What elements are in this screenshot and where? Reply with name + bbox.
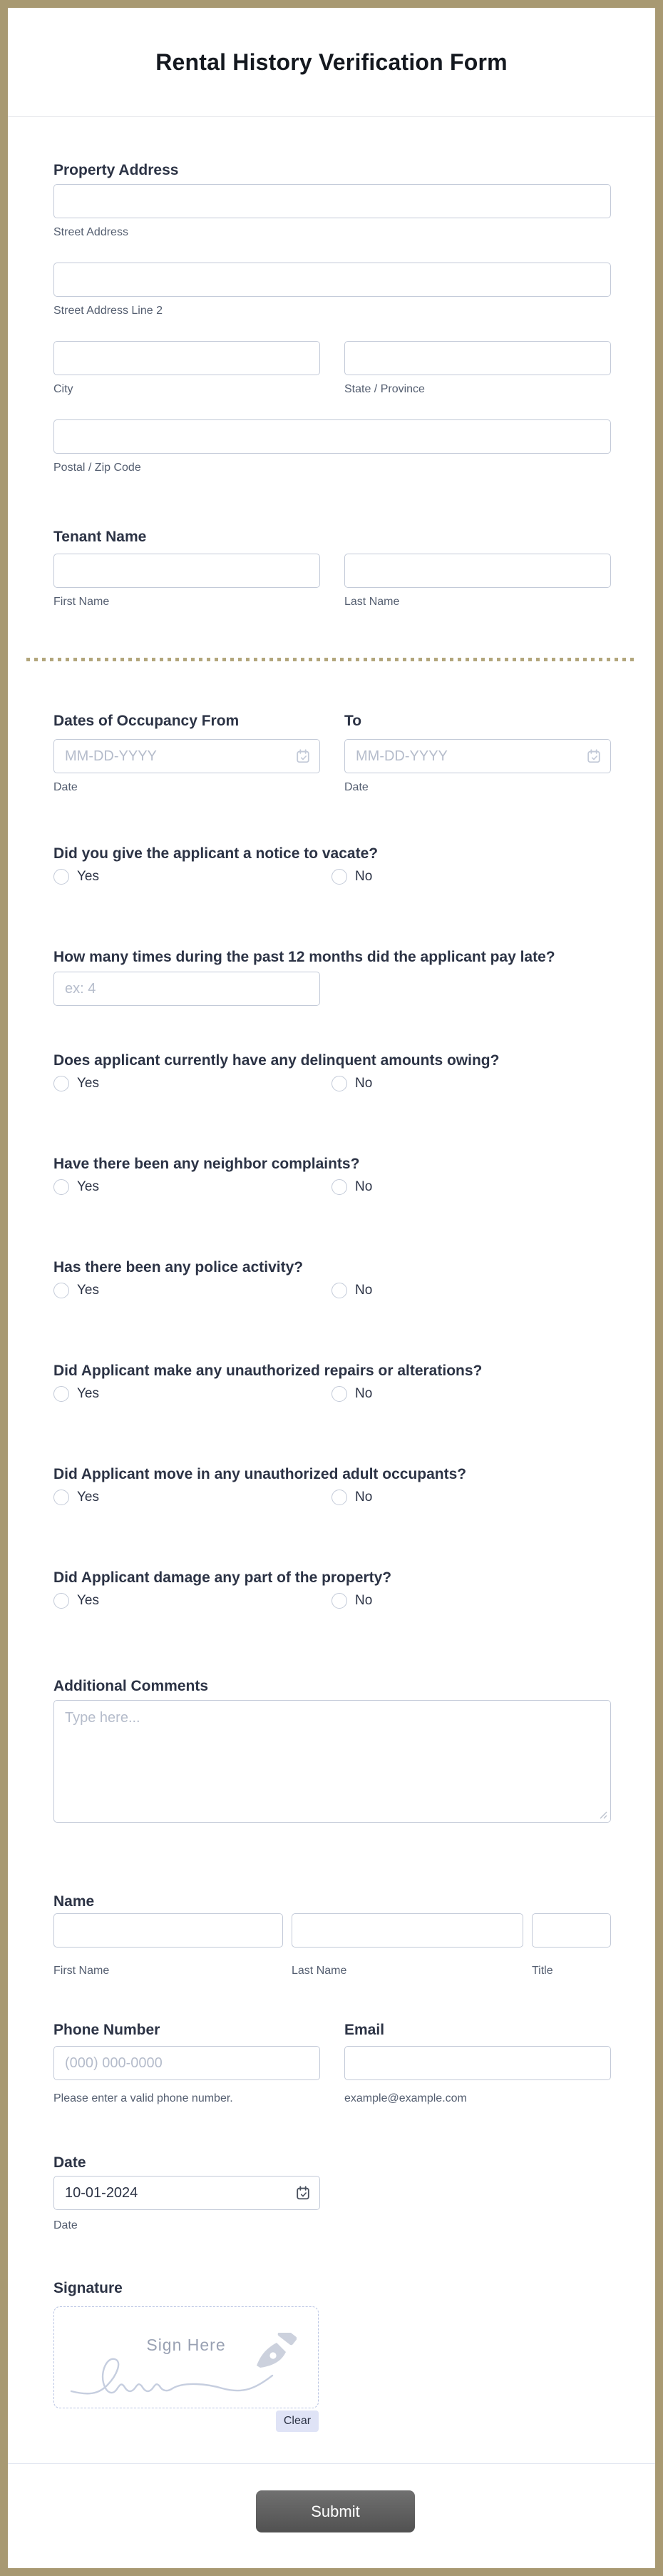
email-input[interactable]	[344, 2046, 611, 2080]
radio-no-label: No	[355, 1593, 373, 1608]
occupancy-from-label: Dates of Occupancy From	[53, 713, 240, 729]
question-pay-late: How many times during the past 12 months did the applicant pay late?	[53, 949, 555, 965]
contact-last-name-sublabel: Last Name	[292, 1965, 347, 1977]
occupancy-to-label: To	[344, 713, 362, 729]
radio-no[interactable]	[332, 1075, 372, 1092]
email-hint: example@example.com	[344, 2092, 467, 2104]
question-unauthorized-repairs: Did Applicant make any unauthorized repairs or alterations?	[53, 1363, 483, 1379]
contact-title-input[interactable]	[532, 1913, 611, 1948]
radio-no-label: No	[355, 1179, 373, 1194]
question-notice-to-vacate: Did you give the applicant a notice to vacate?	[53, 845, 379, 862]
tenant-first-name-sublabel: First Name	[53, 596, 110, 608]
radio-circle-icon[interactable]	[53, 1386, 69, 1402]
page-title: Rental History Verification Form	[155, 49, 508, 75]
signature-clear-button[interactable]: Clear	[276, 2410, 319, 2432]
radio-no-label: No	[355, 869, 373, 884]
street-address-line2-sublabel: Street Address Line 2	[53, 305, 163, 317]
radio-circle-icon[interactable]	[332, 1179, 347, 1195]
radio-no[interactable]	[332, 868, 372, 885]
question-delinquent-amounts: Does applicant currently have any delinquent amounts owing?	[53, 1052, 500, 1069]
contact-name-heading: Name	[53, 1893, 95, 1910]
occupancy-from-date-input[interactable]	[53, 739, 320, 773]
sign-date-sublabel: Date	[53, 2219, 78, 2231]
radio-yes[interactable]	[53, 1489, 99, 1506]
radio-yes-label: Yes	[77, 1179, 99, 1194]
signature-pad[interactable]	[53, 2306, 319, 2408]
property-address-heading: Property Address	[53, 162, 179, 178]
radio-circle-icon[interactable]	[332, 1386, 347, 1402]
submit-section-divider	[8, 2463, 655, 2464]
radio-no[interactable]	[332, 1178, 372, 1196]
question-neighbor-complaints: Have there been any neighbor complaints?	[53, 1156, 360, 1172]
radio-circle-icon[interactable]	[53, 869, 69, 885]
radio-yes-label: Yes	[77, 869, 99, 884]
tenant-last-name-sublabel: Last Name	[344, 596, 400, 608]
radio-yes-label: Yes	[77, 1490, 99, 1505]
occupancy-from-date-field	[53, 739, 320, 773]
radio-circle-icon[interactable]	[332, 1283, 347, 1298]
additional-comments-heading: Additional Comments	[53, 1678, 209, 1694]
radio-circle-icon[interactable]	[332, 1490, 347, 1505]
question-property-damage: Did Applicant damage any part of the property?	[53, 1569, 392, 1586]
radio-no-label: No	[355, 1490, 373, 1505]
radio-circle-icon[interactable]	[53, 1179, 69, 1195]
section-divider	[26, 658, 637, 661]
phone-heading: Phone Number	[53, 2022, 160, 2038]
radio-yes-label: Yes	[77, 1386, 99, 1401]
radio-yes-label: Yes	[77, 1283, 99, 1298]
phone-input[interactable]	[53, 2046, 320, 2080]
question-unauthorized-occupants: Did Applicant move in any unauthorized adult occupants?	[53, 1466, 467, 1482]
additional-comments-textarea[interactable]	[53, 1700, 611, 1823]
sign-date-heading: Date	[53, 2154, 86, 2171]
form-header	[8, 8, 655, 117]
radio-circle-icon[interactable]	[53, 1076, 69, 1091]
city-sublabel: City	[53, 383, 73, 395]
radio-no[interactable]	[332, 1489, 372, 1506]
sign-date-field	[53, 2176, 320, 2210]
occupancy-to-date-field	[344, 739, 611, 773]
radio-no[interactable]	[332, 1282, 372, 1299]
radio-yes[interactable]	[53, 1385, 99, 1402]
radio-yes-label: Yes	[77, 1593, 99, 1608]
contact-title-sublabel: Title	[532, 1965, 553, 1977]
radio-circle-icon[interactable]	[53, 1593, 69, 1609]
radio-circle-icon[interactable]	[332, 1076, 347, 1091]
signature-heading: Signature	[53, 2280, 123, 2296]
street-address-sublabel: Street Address	[53, 226, 128, 238]
radio-no-label: No	[355, 1386, 373, 1401]
form-card	[8, 8, 655, 2568]
state-input[interactable]	[344, 341, 611, 375]
radio-no[interactable]	[332, 1385, 372, 1402]
radio-yes-label: Yes	[77, 1076, 99, 1091]
street-address-line2-input[interactable]	[53, 263, 611, 297]
radio-yes[interactable]	[53, 1075, 99, 1092]
tenant-name-heading: Tenant Name	[53, 529, 147, 545]
radio-no[interactable]	[332, 1592, 372, 1609]
radio-circle-icon[interactable]	[53, 1283, 69, 1298]
radio-yes[interactable]	[53, 1592, 99, 1609]
state-sublabel: State / Province	[344, 383, 425, 395]
submit-button[interactable]: Submit	[256, 2490, 415, 2532]
contact-last-name-input[interactable]	[292, 1913, 523, 1948]
email-heading: Email	[344, 2022, 385, 2038]
radio-no-label: No	[355, 1076, 373, 1091]
phone-hint: Please enter a valid phone number.	[53, 2092, 233, 2104]
city-input[interactable]	[53, 341, 320, 375]
radio-yes[interactable]	[53, 868, 99, 885]
sign-here-placeholder: Sign Here	[146, 2336, 226, 2354]
radio-circle-icon[interactable]	[332, 869, 347, 885]
postal-code-sublabel: Postal / Zip Code	[53, 462, 141, 474]
postal-code-input[interactable]	[53, 419, 611, 454]
radio-circle-icon[interactable]	[53, 1490, 69, 1505]
tenant-last-name-input[interactable]	[344, 554, 611, 588]
occupancy-to-date-input[interactable]	[344, 739, 611, 773]
occupancy-from-date-sublabel: Date	[53, 781, 78, 793]
radio-yes[interactable]	[53, 1178, 99, 1196]
tenant-first-name-input[interactable]	[53, 554, 320, 588]
radio-circle-icon[interactable]	[332, 1593, 347, 1609]
radio-yes[interactable]	[53, 1282, 99, 1299]
occupancy-to-date-sublabel: Date	[344, 781, 369, 793]
radio-no-label: No	[355, 1283, 373, 1298]
street-address-input[interactable]	[53, 184, 611, 218]
sign-date-input[interactable]	[53, 2176, 320, 2210]
contact-first-name-input[interactable]	[53, 1913, 283, 1948]
pen-nib-icon	[252, 2333, 297, 2371]
signature-squiggle	[68, 2354, 275, 2401]
question-police-activity: Has there been any police activity?	[53, 1259, 304, 1276]
pay-late-count-input[interactable]	[53, 972, 320, 1006]
contact-first-name-sublabel: First Name	[53, 1965, 110, 1977]
